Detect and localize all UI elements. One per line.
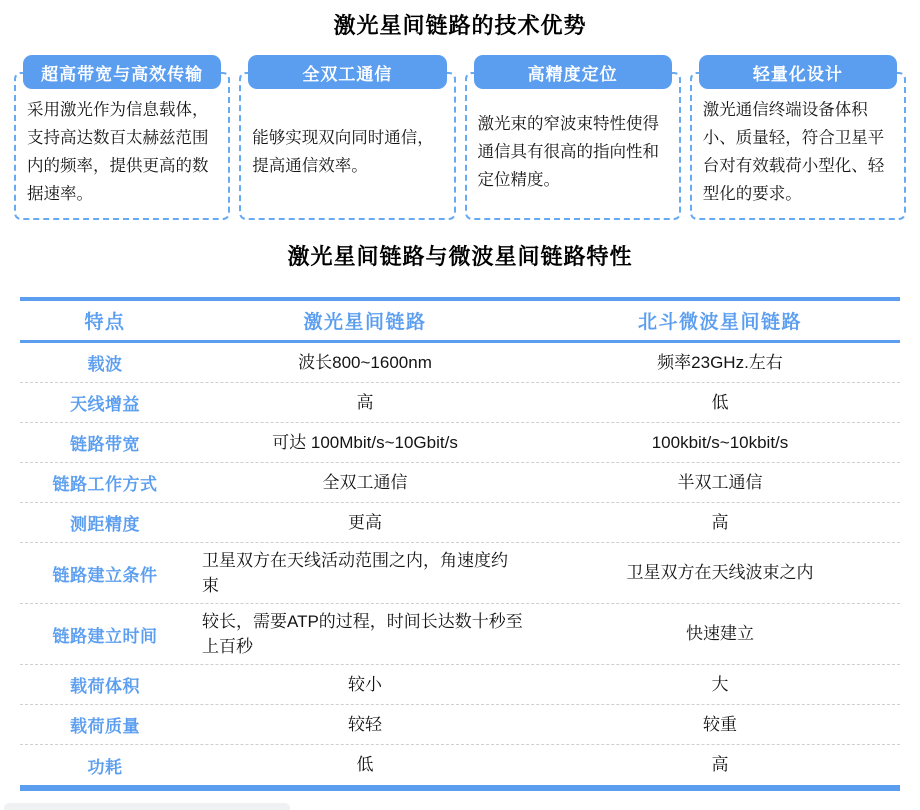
laser-cell: 全双工通信 [322, 472, 408, 492]
card-title-badge: 全双工通信 [248, 55, 446, 89]
card-body-text: 能够实现双向同时通信，提高通信效率。 [252, 128, 434, 175]
microwave-cell: 大 [711, 674, 729, 694]
feature-cell: 功耗 [87, 757, 123, 777]
laser-cell: 波长800~1600nm [298, 352, 432, 372]
card-title-badge: 轻量化设计 [699, 55, 897, 89]
table-header-row [20, 301, 900, 343]
laser-cell: 较长，需要ATP的过程，时间长达数十秒至上百秒 [202, 611, 523, 656]
feature-cell: 链路工作方式 [52, 475, 158, 494]
microwave-cell: 卫星双方在天线波束之内 [626, 563, 814, 583]
feature-cell: 链路建立时间 [52, 626, 158, 646]
comparison-table [20, 297, 900, 791]
card-title-badge: 高精度定位 [474, 55, 672, 89]
microwave-cell: 低 [711, 392, 729, 412]
table-row [20, 383, 900, 423]
card-body [241, 74, 453, 218]
advantage-card-lightweight [690, 64, 906, 220]
feature-cell: 载荷体积 [70, 677, 140, 696]
table-row [20, 665, 900, 705]
table-section-title: 激光星间链路与微波星间链路特性 [287, 244, 633, 269]
partial-bottom-element [4, 803, 290, 810]
microwave-cell: 半双工通信 [677, 472, 763, 492]
card-title-badge: 超高带宽与高效传输 [23, 55, 221, 89]
laser-cell: 高 [356, 392, 374, 412]
comparison-table-body [20, 343, 900, 785]
table-row [20, 604, 900, 665]
feature-cell: 链路带宽 [70, 435, 140, 454]
microwave-cell: 快速建立 [686, 624, 754, 644]
feature-cell: 载波 [87, 355, 123, 374]
laser-cell: 卫星双方在天线活动范围之内，角速度约束 [202, 550, 508, 595]
table-row [20, 745, 900, 785]
header-cell-laser-link: 激光星间链路 [303, 312, 427, 333]
feature-cell: 链路建立条件 [52, 565, 158, 585]
table-row [20, 543, 900, 604]
table-row [20, 343, 900, 383]
laser-cell: 低 [356, 755, 374, 775]
page-title: 激光星间链路的技术优势 [333, 13, 587, 38]
microwave-cell: 高 [711, 512, 729, 532]
advantage-card-bandwidth [14, 64, 230, 220]
laser-cell: 可达 100Mbit/s~10Gbit/s [272, 432, 458, 452]
card-body-text: 激光通信终端设备体积小、质量轻，符合卫星平台对有效载荷小型化、轻型化的要求。 [702, 100, 885, 204]
microwave-cell: 100kbit/s~10kbit/s [651, 432, 789, 452]
header-cell-microwave-link: 北斗微波星间链路 [637, 312, 802, 333]
table-row [20, 423, 900, 463]
card-body-text: 采用激光作为信息载体，支持高达数百太赫兹范围内的频率，提供更高的数据速率。 [27, 100, 209, 204]
advantage-cards-row [14, 64, 906, 220]
laser-cell: 较轻 [348, 714, 382, 734]
table-row [20, 503, 900, 543]
microwave-cell: 较重 [703, 714, 737, 734]
table-row [20, 705, 900, 745]
card-body [467, 74, 679, 218]
advantage-card-duplex [239, 64, 455, 220]
feature-cell: 天线增益 [70, 395, 140, 414]
card-body [692, 74, 904, 218]
header-cell-feature: 特点 [84, 312, 126, 333]
feature-cell: 测距精度 [70, 515, 140, 534]
card-body [16, 74, 228, 218]
microwave-cell: 高 [711, 755, 729, 775]
table-row [20, 463, 900, 503]
laser-cell: 更高 [348, 512, 382, 532]
microwave-cell: 频率23GHz.左右 [657, 352, 783, 372]
feature-cell: 载荷质量 [70, 717, 140, 736]
advantage-card-positioning [465, 64, 681, 220]
card-body-text: 激光束的窄波束特性使得通信具有很高的指向性和定位精度。 [477, 114, 659, 190]
laser-cell: 较小 [348, 674, 382, 694]
